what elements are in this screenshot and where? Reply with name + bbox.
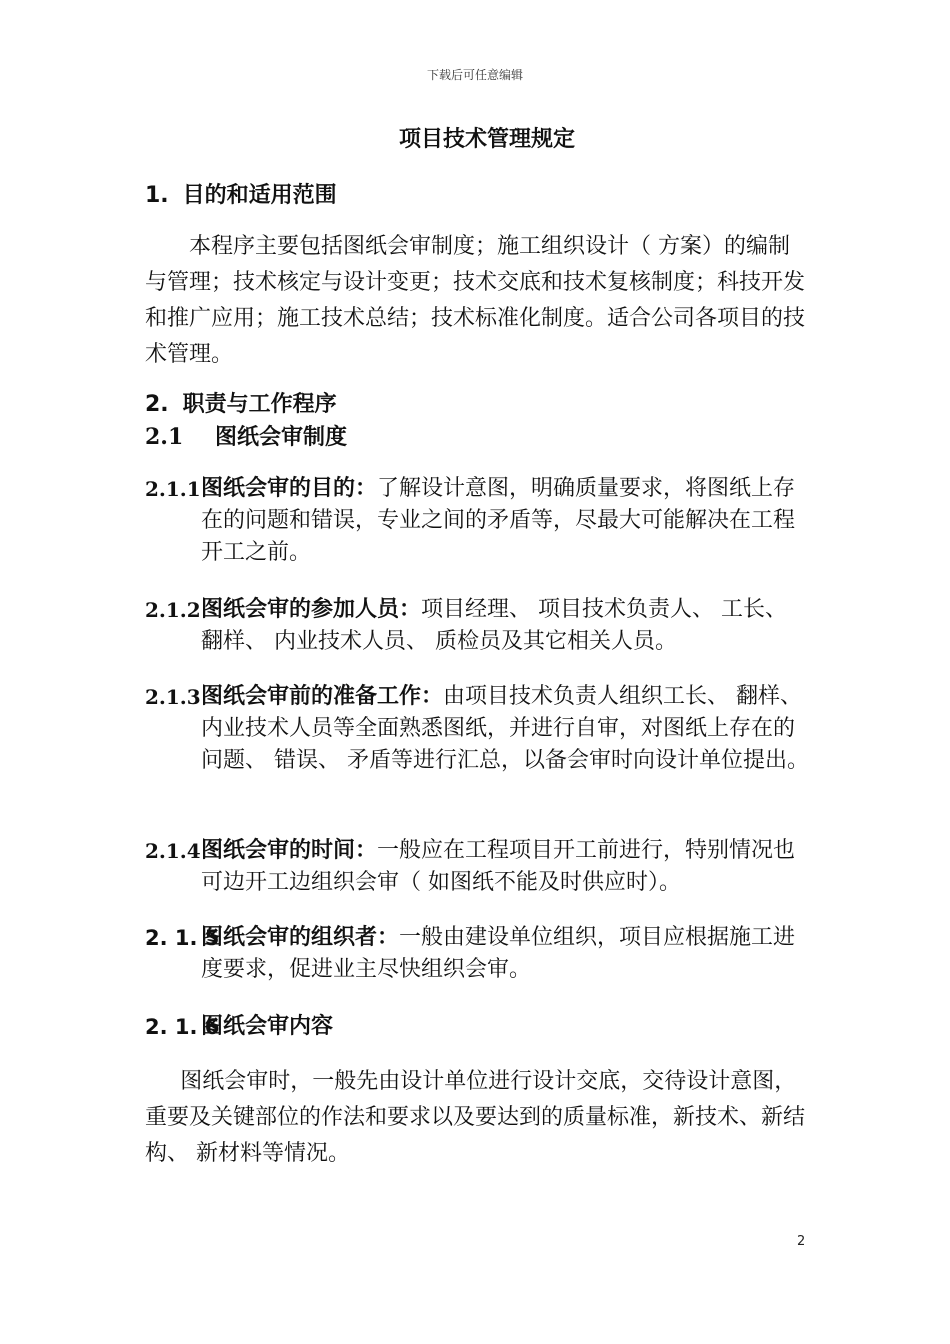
item-2-1-4-lead: 图纸会审的时间： bbox=[201, 838, 378, 863]
section-2-1-title: 图纸会审制度 bbox=[215, 425, 348, 450]
item-2-1-2 bbox=[145, 594, 815, 658]
item-2-1-4-number: 2.1.4 bbox=[145, 839, 201, 863]
item-2-1-6 bbox=[145, 1011, 815, 1043]
item-2-1-5-number: 2. 1. 5 bbox=[145, 926, 220, 950]
item-2-1-5 bbox=[145, 922, 815, 986]
section-2-heading bbox=[145, 387, 337, 418]
item-2-1-1-number: 2.1.1 bbox=[145, 477, 201, 501]
section-1-number: 1. bbox=[145, 183, 169, 208]
item-2-1-4-text: 一般应在工程项目开工前进行，特别情况也可边开工边组织会审（ 如图纸不能及时供应时）。 bbox=[201, 838, 796, 895]
closing-paragraph: 图纸会审时，一般先由设计单位进行设计交底，交待设计意图，重要及关键部位的作法和要求以及要达到的质量标准，新技术、新结构、 新材料等情况。 bbox=[145, 1069, 806, 1166]
item-2-1-3 bbox=[145, 681, 815, 777]
section-2-number: 2. bbox=[145, 392, 169, 417]
section-1-title: 目的和适用范围 bbox=[182, 183, 337, 208]
document-title: 项目技术管理规定 bbox=[398, 127, 575, 152]
item-2-1-5-text: 一般由建设单位组织，项目应根据施工进度要求，促进业主尽快组织会审。 bbox=[201, 925, 796, 982]
section-1-heading bbox=[145, 178, 337, 209]
item-2-1-3-number: 2.1.3 bbox=[145, 685, 201, 709]
item-2-1-2-lead: 图纸会审的参加人员： bbox=[201, 597, 422, 622]
section-2-1-number: 2.1 bbox=[145, 424, 184, 450]
page-number: 2 bbox=[797, 1234, 806, 1249]
item-2-1-1-text: 了解设计意图，明确质量要求，将图纸上存在的问题和错误，专业之间的矛盾等，尽最大可能解决在工程开工之前。 bbox=[201, 476, 796, 565]
item-2-1-6-number: 2. 1. 6 bbox=[145, 1015, 220, 1039]
item-2-1-3-lead: 图纸会审前的准备工作： bbox=[201, 684, 444, 709]
section-1-paragraph: 本程序主要包括图纸会审制度；施工组织设计（ 方案）的编制与管理；技术核定与设计变更；技术交底和技术复核制度；科技开发和推广应用；施工技术总结；技术标准化制度。适合公司各项目的技术管理。 bbox=[145, 234, 806, 367]
item-2-1-2-number: 2.1.2 bbox=[145, 598, 201, 622]
item-2-1-3-text: 由项目技术负责人组织工长、 翻样、 内业技术人员等全面熟悉图纸，并进行自审，对图纸上存在的问题、 错误、 矛盾等进行汇总，以备会审时向设计单位提出。 bbox=[201, 684, 809, 773]
header-note: 下载后可任意编辑 bbox=[426, 68, 523, 82]
item-2-1-4 bbox=[145, 835, 815, 899]
section-2-title: 职责与工作程序 bbox=[182, 392, 337, 417]
item-2-1-1 bbox=[145, 473, 815, 569]
section-2-1-heading bbox=[145, 420, 347, 451]
item-2-1-6-title: 图纸会审内容 bbox=[201, 1014, 334, 1039]
item-2-1-1-lead: 图纸会审的目的： bbox=[201, 476, 378, 501]
item-2-1-2-text: 项目经理、 项目技术负责人、 工长、 翻样、 内业技术人员、 质检员及其它相关人员。 bbox=[201, 597, 788, 654]
item-2-1-5-lead: 图纸会审的组织者： bbox=[201, 925, 400, 950]
